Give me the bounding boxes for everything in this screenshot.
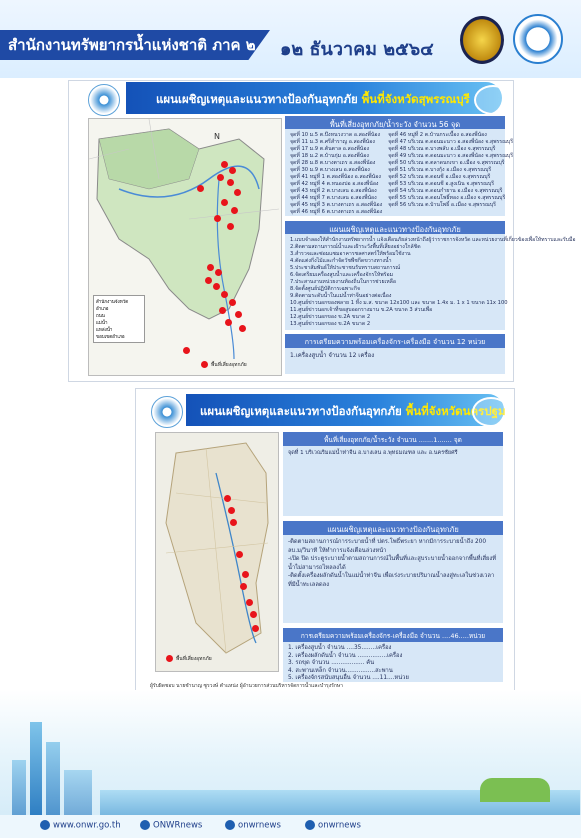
risk-dot [221, 199, 228, 206]
banner-province: พื้นที่จังหวัดสุพรรณบุรี [361, 92, 470, 106]
plan-item: -เปิด ปิด ประตูระบายน้ำตามสถานการณ์ในพื้นที่และสูบระบายน้ำออกจากพื้นที่เสี่ยงที่น้ำไม่สามารถไหลลงได้ [288, 556, 497, 571]
plan-item: 7.ประสานงานหน่วยงานท้องถิ่นในการช่วยเหลือ [290, 279, 396, 285]
risk-area-list [285, 129, 513, 216]
banner-text: แผนเผชิญเหตุและแนวทางป้องกันอุทกภัย [200, 404, 402, 418]
nakhonpathom-map [155, 432, 279, 672]
risk-item: จุดที่ 49 บริเวณ ต.ดอนมะนาว อ.สองพี่น้อง จ.สุพรรณบุรี [388, 153, 513, 159]
risk-item: จุดที่ 50 บริเวณ ต.ตลาดนกเขา อ.เมือง จ.สุพรรณบุรี [388, 160, 505, 166]
risk-item: จุดที่ 18 ม.2 ต.บ้านกุ่ม อ.สองพี่น้อง [290, 153, 369, 159]
risk-area-list [283, 446, 503, 516]
plan-header: แผนเผชิญเหตุและแนวทางป้องกันอุทกภัย [285, 221, 505, 234]
instagram-link[interactable] [225, 820, 281, 831]
banner-text: แผนเผชิญเหตุและแนวทางป้องกันอุทกภัย [156, 92, 358, 106]
risk-dot [234, 189, 241, 196]
twitter-icon [305, 820, 315, 830]
page-date: ๑๒ ธันวาคม ๒๕๖๔ [280, 39, 434, 60]
water-wave-icon [474, 85, 512, 115]
risk-item: จุดที่ 56 บริเวณ ต.บ้านโพธิ์ อ.เมือง จ.สุพรรณบุรี [388, 202, 496, 208]
website-link[interactable] [40, 820, 121, 831]
risk-item: จุดที่ 55 บริเวณ ต.ดอนโพธิ์ทอง อ.เมือง จ.สุพรรณบุรี [388, 195, 506, 201]
footer-links [0, 815, 581, 838]
building-graphic [30, 722, 42, 815]
onwr-circle-logo [88, 84, 120, 116]
building-graphic [64, 770, 92, 815]
prep-header: การเตรียมความพร้อมเครื่องจักร-เครื่องมือ จำนวน ....46.....หน่วย [283, 628, 503, 642]
instagram-icon [225, 820, 235, 830]
legend-item: อำเภอ [96, 307, 109, 312]
risk-dot [246, 599, 253, 606]
plan-item: 8.จัดตั้งศูนย์ปฏิบัติการเฉพาะกิจ [290, 286, 361, 292]
risk-dot [217, 174, 224, 181]
risk-dot [229, 167, 236, 174]
risk-area-header: พื้นที่เสี่ยงอุทกภัย/น้ำระวัง จำนวน 56 จุด [285, 116, 505, 129]
building-graphic [46, 742, 60, 815]
plan-item: 6.จัดเตรียมเครื่องสูบน้ำและเครื่องจักรให้พร้อม [290, 272, 393, 278]
district-north [99, 129, 199, 189]
risk-dot [219, 307, 226, 314]
plan-item: 12.ศูนย์ข่าวนอกของ ข.2A ขนาด 2 [290, 314, 371, 320]
risk-item: จุดที่ 11 ม.3 ต.ศรีสำราญ อ.สองพี่น้อง [290, 139, 375, 145]
field-graphic [480, 778, 550, 802]
twitter-link[interactable] [305, 820, 361, 831]
plan-item: 10.ศูนย์ข่าวนอกของพลาย 1 หิ้ง ม.ส. ขนาด 12x100 และ ขนาด 1.4x ม. 1 x 1 ขนาด 11x 100 [290, 300, 508, 306]
plan-item: 2.ติดตามสถานการณ์น้ำและเฝ้าระวังพื้นที่เสี่ยงอย่างใกล้ชิด [290, 244, 421, 250]
risk-dot [229, 299, 236, 306]
risk-dot [214, 215, 221, 222]
twitter-text: onwrnews [318, 820, 361, 831]
risk-item: จุดที่ 28 ม.8 ต.บางตาเถร อ.สองพี่น้อง [290, 160, 376, 166]
nakhonpathom-banner [186, 394, 504, 426]
risk-dot [227, 223, 234, 230]
legend-item: แหล่งน้ำ [96, 328, 113, 333]
plan-item: -ติดตั้งเครื่องผลักดันน้ำในแม่น้ำท่าจีน เพื่อเร่งระบายปริมาณน้ำลงสู่ทะเลในช่วงเวลาที่มีน้ำทะเลลดลง [288, 573, 495, 588]
prep-item: 1. เครื่องสูบน้ำ จำนวน ....35........เครื่อง [288, 645, 392, 651]
risk-item: จุดที่ 47 บริเวณ ต.ดอนมะนาว อ.สองพี่น้อง จ.สุพรรณบุรี [388, 139, 513, 145]
risk-dot [235, 311, 242, 318]
risk-dot [221, 291, 228, 298]
risk-dot [252, 625, 259, 632]
prep-item: 1.เครื่องสูบน้ำ จำนวน 12 เครื่อง [290, 352, 375, 359]
map-legend-label: พื้นที่เสี่ยงอุทกภัย [211, 362, 247, 368]
plan-item: 3.สำรวจและซ่อมแซมอาคารชลศาสตร์ให้พร้อมใช้งาน [290, 251, 411, 257]
royal-seal-logo [460, 16, 504, 64]
risk-dot [207, 264, 214, 271]
prep-list [283, 642, 503, 682]
legend-dot [201, 361, 208, 368]
facebook-text: ONWRnews [153, 820, 203, 831]
onwr-circle-logo [151, 396, 183, 428]
plan-item: 9.ติดตามระดับน้ำในแม่น้ำท่าจีนอย่างต่อเนื่อง [290, 293, 392, 299]
risk-dot [197, 185, 204, 192]
risk-item: จุดที่ 48 บริเวณ ต.บางพลับ อ.เมือง จ.สุพรรณบุรี [388, 146, 496, 152]
risk-item: จุดที่ 42 หมู่ที่ 4 ต.หนองบ่อ อ.สองพี่น้อง [290, 181, 379, 187]
risk-item: จุดที่ 54 บริเวณ ต.ดอนกำยาน อ.เมือง จ.สุพรรณบุรี [388, 188, 503, 194]
legend-dot [166, 655, 173, 662]
risk-item: จุดที่ 52 บริเวณ ต.ดอนชี อ.เมือง จ.สุพรรณบุรี [388, 174, 491, 180]
risk-item: จุดที่ 46 หมู่ที่ 2 ต.บ้านกระเบื้อง อ.สองพี่น้อง [388, 132, 487, 138]
risk-list-right [388, 132, 513, 216]
legend-item: สำนักงานจังหวัด [96, 300, 129, 305]
plan-item: 5.ประชาสัมพันธ์ให้ประชาชนรับทราบสถานการณ์ [290, 265, 401, 271]
legend-item: ถนน [96, 314, 105, 319]
prep-item: 4. สะพานเหล็ก จำนวน................สะพาน [288, 667, 393, 674]
map-legend [93, 295, 145, 343]
plan-item: 13.ศูนย์ข่าวนอกของ ข.2A ขนาด 2 [290, 321, 371, 327]
risk-list-left [290, 132, 382, 216]
risk-dot [221, 161, 228, 168]
plan-item: 11.ศูนย์ข่าวนอกเจ้าที่ขอสูบออกรางมาน ข.2A ขนาด 3 ส่วนเพื่อ [290, 307, 433, 313]
risk-dot [236, 551, 243, 558]
risk-item: จุดที่ 46 หมู่ที่ 6 ต.บางตาเถร อ.สองพี่น้อง [290, 209, 383, 215]
prep-item: 3. รถขุด จำนวน .................. คัน [288, 660, 375, 666]
north-arrow: N [214, 132, 220, 141]
suphanburi-map [88, 118, 282, 376]
website-text: www.onwr.go.th [53, 820, 121, 831]
risk-dot [183, 347, 190, 354]
building-graphic [12, 760, 26, 815]
legend-item: แม่น้ำ [96, 321, 108, 326]
risk-item: จุดที่ 45 หมู่ที่ 3 ต.บางตาเถร อ.สองพี่น้อง [290, 202, 383, 208]
prep-list [285, 348, 505, 374]
map-legend-label: พื้นที่เสี่ยงอุทกภัย [176, 656, 212, 662]
onwr-logo [513, 14, 563, 64]
prep-header: การเตรียมความพร้อมเครื่องจักร-เครื่องมือ จำนวน 12 หน่วย [285, 334, 505, 348]
plan-header: แผนเผชิญเหตุและแนวทางป้องกันอุทกภัย [283, 521, 503, 535]
suphanburi-banner [126, 82, 502, 114]
risk-area-header: พื้นที่เสี่ยงอุทกภัย/น้ำระวัง จำนวน .......1....... จุด [283, 432, 503, 446]
risk-item: จุดที่ 41 หมู่ที่ 1 ต.สองพี่น้อง อ.สองพี่น้อง [290, 174, 381, 180]
facebook-icon [140, 820, 150, 830]
prep-item: 2. เครื่องผลักดันน้ำ จำนวน ................เครื่อง [288, 652, 403, 659]
risk-dot [225, 319, 232, 326]
risk-dot [228, 507, 235, 514]
risk-dot [205, 277, 212, 284]
risk-item: จุดที่ 10 ม.5 ต.บึงหนวงวาด อ.สองพี่น้อง [290, 132, 381, 138]
risk-dot [231, 207, 238, 214]
risk-dot [239, 325, 246, 332]
risk-dot [215, 269, 222, 276]
banner-province: พื้นที่จังหวัดนครปฐม [405, 404, 506, 418]
risk-dot [230, 519, 237, 526]
water-wave-icon [472, 397, 510, 427]
instagram-text: onwrnews [238, 820, 281, 831]
legend-item: ขอบเขตอำเภอ [96, 335, 125, 340]
plan-item: -ติดตามสถานการณ์การระบายน้ำที่ ปตร.โพธิ์พระยา หากมีการระบายน้ำถึง 200 ลบ.ม/วินาที ให้ทำการแจ้งเตือนล่วงหน้า [288, 539, 487, 554]
risk-item: จุดที่ 43 หมู่ที่ 2 ต.บางเลน อ.สองพี่น้อง [290, 188, 377, 194]
globe-icon [40, 820, 50, 830]
risk-item: จุดที่ 30 ม.9 ต.บางเลน อ.สองพี่น้อง [290, 167, 370, 173]
risk-dot [227, 179, 234, 186]
facebook-link[interactable] [140, 820, 202, 831]
plan-list [283, 535, 503, 623]
risk-item: จุดที่ 53 บริเวณ ต.ดอนชี อ.สูงเนิน จ.สุพรรณบุรี [388, 181, 495, 187]
prep-item: 5. เครื่องจักรสนับสนุนอื่น จำนวน ....11....หน่วย [288, 675, 409, 681]
responsible-person: ผู้รับผิดชอบ นายชำนาญ ซูรวงษ์ ตำแหน่ง ผู้อำนวยการส่วนบริหารจัดการน้ำและบำรุงรักษา [150, 683, 343, 689]
risk-item: จุดที่ 1 บริเวณริมแม่น้ำท่าจีน อ.บางเลน อ.พุทธมณฑล และ อ.นครชัยศรี [288, 450, 458, 456]
page-title: สำนักงานทรัพยากรน้ำแห่งชาติ ภาค ๒ [8, 36, 256, 54]
risk-dot [250, 611, 257, 618]
plan-list [285, 234, 576, 330]
nakhonpathom-map-svg [156, 433, 278, 671]
risk-dot [224, 495, 231, 502]
risk-dot [240, 583, 247, 590]
risk-item: จุดที่ 51 บริเวณ ต.บางกุ้ง อ.เมือง จ.สุพรรณบุรี [388, 167, 492, 173]
plan-item: 4.ตัดแต่งกิ่งไม้และกำจัดวัชพืชกีดขวางทางน้ำ [290, 258, 392, 264]
risk-dot [242, 571, 249, 578]
plan-item: 1.แบบจำลองให้สำนักงานทรัพยากรน้ำ แจ้งเตือนภัยล่วงหน้าถึงผู้ว่าราชการจังหวัด และหน่วยงานที่เกี่ยวข้องเพื่อให้ทราบและรับมือ [290, 237, 576, 243]
risk-dot [213, 283, 220, 290]
risk-item: จุดที่ 17 ม.9 ต.ต้นตาล อ.สองพี่น้อง [290, 146, 369, 152]
risk-item: จุดที่ 44 หมู่ที่ 7 ต.บางเลน อ.สองพี่น้อง [290, 195, 377, 201]
